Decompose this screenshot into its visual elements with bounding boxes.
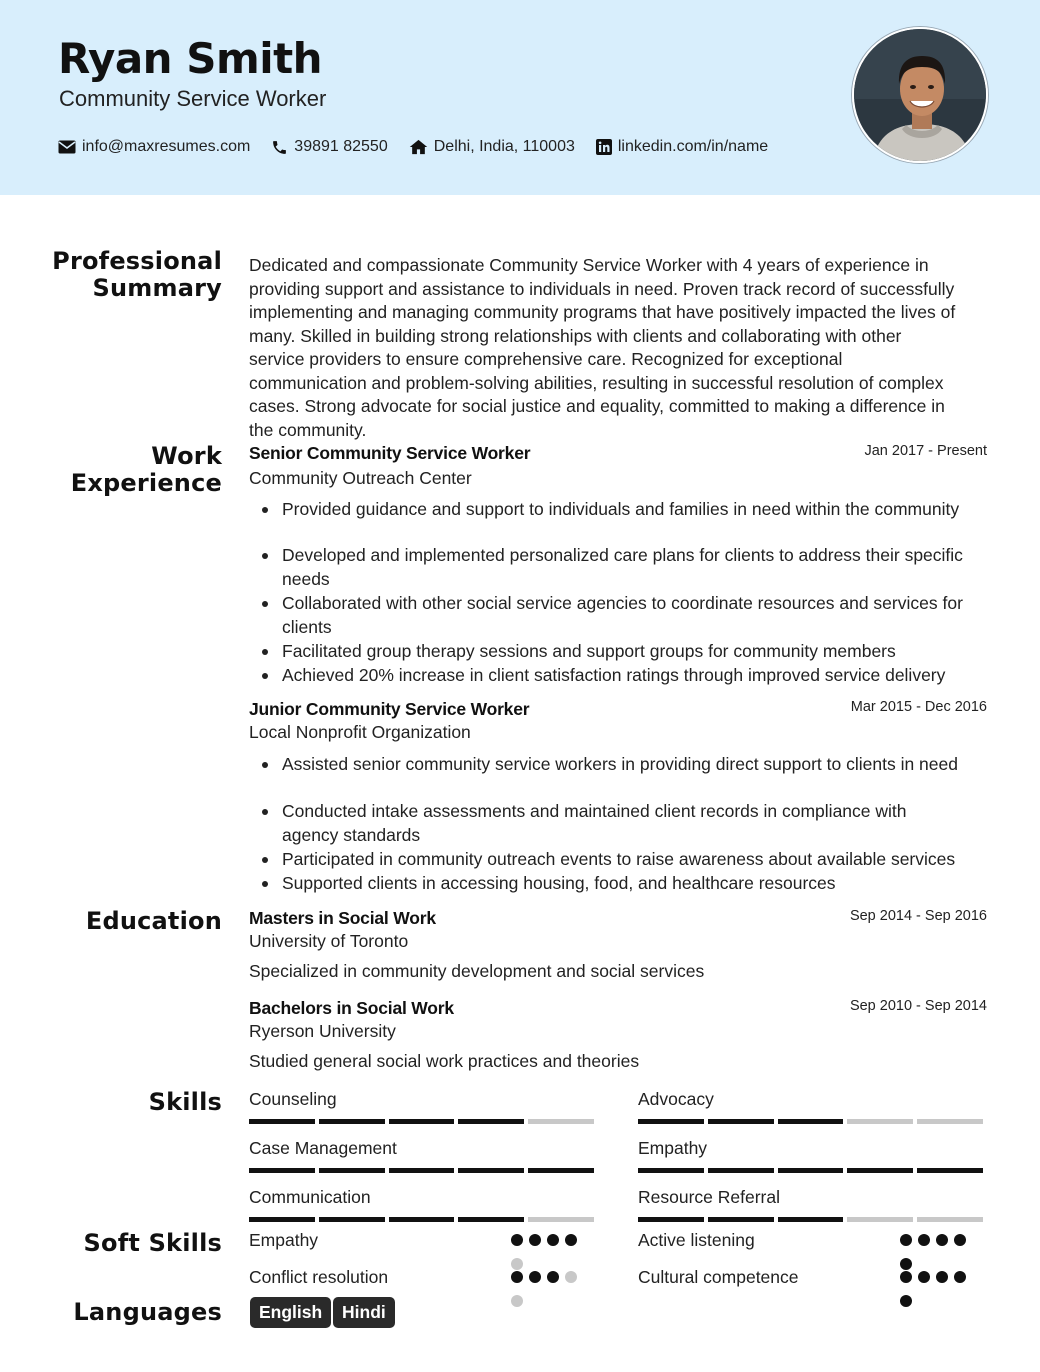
skill-level-segment xyxy=(778,1168,844,1173)
location-text: Delhi, India, 110003 xyxy=(433,138,575,155)
soft-skill-label: Conflict resolution xyxy=(249,1267,389,1287)
list-item-text: needs xyxy=(282,569,330,589)
skill-item xyxy=(249,1138,598,1173)
section-title-languages: Languages xyxy=(73,1298,222,1326)
skill-level-segment xyxy=(638,1119,704,1124)
skill-level-bar xyxy=(249,1119,598,1124)
rating-dot xyxy=(565,1234,577,1246)
skill-level-segment xyxy=(528,1168,594,1173)
skill-level-segment xyxy=(389,1217,455,1222)
rating-dot xyxy=(900,1258,912,1270)
rating-dot xyxy=(511,1234,523,1246)
profile-photo xyxy=(852,27,988,163)
skill-level-segment xyxy=(917,1168,983,1173)
language-badge: Hindi xyxy=(333,1297,395,1328)
skill-level-bar xyxy=(638,1119,987,1124)
summary-line: cases. Strong advocate for social justice and equality, committed to making a difference in xyxy=(249,396,945,416)
rating-dot xyxy=(547,1271,559,1283)
rating-dot xyxy=(529,1234,541,1246)
skill-level-segment xyxy=(319,1217,385,1222)
rating-dot xyxy=(900,1271,912,1283)
skill-level-bar xyxy=(638,1217,987,1222)
home-icon xyxy=(409,139,428,155)
skill-level-segment xyxy=(708,1119,774,1124)
job-date: Jan 2017 - Present xyxy=(864,443,987,459)
job-organization: Community Outreach Center xyxy=(249,468,472,488)
skill-level-segment xyxy=(319,1168,385,1173)
job-bullets xyxy=(249,799,991,895)
rating-dot xyxy=(511,1258,523,1270)
list-item xyxy=(249,543,991,591)
contact-phone[interactable] xyxy=(271,138,387,156)
list-item-text: Conducted intake assessments and maintained client records in compliance with xyxy=(282,801,907,821)
skill-level-segment xyxy=(778,1217,844,1222)
skill-label: Counseling xyxy=(249,1089,337,1109)
summary-line: communication and problem-solving abilities, resulting in successful resolution of complex xyxy=(249,372,944,393)
skill-level-segment xyxy=(638,1217,704,1222)
rating-dot xyxy=(918,1271,930,1283)
skill-item xyxy=(638,1138,987,1173)
skill-label: Empathy xyxy=(638,1138,708,1158)
skill-level-segment xyxy=(319,1119,385,1124)
rating-dot xyxy=(936,1271,948,1283)
list-item xyxy=(249,799,991,847)
list-item: Provided guidance and support to individuals and families in need within the community xyxy=(249,497,991,521)
soft-skill-label: Empathy xyxy=(249,1230,319,1250)
phone-icon xyxy=(271,139,288,156)
contact-bar xyxy=(58,138,789,156)
job-title: Junior Community Service Worker xyxy=(249,699,530,719)
summary-title-line-2: Summary xyxy=(92,274,222,302)
education-date: Sep 2014 - Sep 2016 xyxy=(849,908,987,924)
skill-level-segment xyxy=(249,1217,315,1222)
list-item: Achieved 20% increase in client satisfaction ratings through improved service delivery xyxy=(249,663,991,687)
skill-level-segment xyxy=(638,1168,704,1173)
section-title-soft-skills: Soft Skills xyxy=(83,1229,222,1257)
rating-dot xyxy=(936,1234,948,1246)
skill-level-segment xyxy=(389,1119,455,1124)
envelope-icon xyxy=(58,140,76,154)
job-organization: Local Nonprofit Organization xyxy=(249,722,471,742)
skill-level-bar xyxy=(638,1168,987,1173)
rating-dot xyxy=(918,1234,930,1246)
job-date: Mar 2015 - Dec 2016 xyxy=(850,699,987,715)
skill-item xyxy=(249,1089,598,1124)
skill-level-segment xyxy=(389,1168,455,1173)
rating-dot xyxy=(900,1295,912,1307)
skill-level-segment xyxy=(249,1119,315,1124)
rating-dot xyxy=(511,1295,523,1307)
skill-item xyxy=(249,1187,598,1222)
education-degree: Masters in Social Work xyxy=(249,908,436,928)
list-item-text: clients xyxy=(282,617,332,637)
skill-label: Communication xyxy=(249,1187,371,1207)
skill-level-segment xyxy=(458,1119,524,1124)
section-title-education: Education xyxy=(85,907,222,935)
list-item: Facilitated group therapy sessions and support groups for community members xyxy=(249,639,991,663)
skill-level-segment xyxy=(458,1168,524,1173)
list-item xyxy=(249,591,991,639)
skill-level-segment xyxy=(917,1217,983,1222)
soft-skill-label: Cultural competence xyxy=(638,1267,799,1287)
contact-email[interactable] xyxy=(58,138,250,156)
contact-location xyxy=(409,138,575,156)
job-bullets xyxy=(249,543,991,687)
work-title-line-2: Experience xyxy=(70,469,222,497)
candidate-name: Ryan Smith xyxy=(58,34,323,83)
summary-line: implementing and managing community programs that have positively impacted the lives of xyxy=(249,302,956,322)
avatar xyxy=(854,29,988,163)
rating-dot xyxy=(511,1271,523,1283)
education-school: Ryerson University xyxy=(249,1021,396,1041)
job-title: Senior Community Service Worker xyxy=(249,443,531,463)
rating-dot xyxy=(954,1271,966,1283)
summary-text xyxy=(249,254,991,442)
summary-line: the community. xyxy=(249,419,367,440)
list-item-text: Collaborated with other social service agencies to coordinate resources and services for xyxy=(282,593,963,613)
skill-level-segment xyxy=(708,1168,774,1173)
skill-level-segment xyxy=(778,1119,844,1124)
skill-level-segment xyxy=(847,1168,913,1173)
skill-label: Case Management xyxy=(249,1138,397,1158)
skill-level-segment xyxy=(917,1119,983,1124)
summary-line: providing support and assistance to individuals in need. Proven track record of successfully xyxy=(249,278,955,299)
list-item-text: Developed and implemented personalized care plans for clients to address their specific xyxy=(282,545,963,565)
job-bullets xyxy=(249,497,991,521)
rating-dot xyxy=(565,1271,577,1283)
list-item: Supported clients in accessing housing, food, and healthcare resources xyxy=(249,871,991,895)
summary-line: service providers to ensure comprehensive care. Recognized for exceptional xyxy=(249,349,843,369)
rating-dot xyxy=(547,1234,559,1246)
summary-line: many. Skilled in building strong relationships with clients and collaborating with other xyxy=(249,325,902,346)
rating-dot xyxy=(529,1271,541,1283)
skill-item xyxy=(638,1187,987,1222)
education-description: Specialized in community development and social services xyxy=(249,961,705,981)
section-title-skills: Skills xyxy=(148,1088,222,1116)
linkedin-icon xyxy=(596,139,612,155)
linkedin-text: linkedin.com/in/name xyxy=(617,138,769,155)
skill-level-bar xyxy=(249,1168,598,1173)
skill-level-segment xyxy=(249,1168,315,1173)
skill-level-segment xyxy=(708,1217,774,1222)
email-text: info@maxresumes.com xyxy=(82,138,251,155)
contact-linkedin[interactable] xyxy=(596,138,768,156)
section-title-summary xyxy=(52,248,222,302)
rating-dot xyxy=(954,1234,966,1246)
skill-level-segment xyxy=(458,1217,524,1222)
section-title-work xyxy=(71,443,222,497)
skill-level-bar xyxy=(249,1217,598,1222)
skill-level-segment xyxy=(528,1217,594,1222)
skill-item xyxy=(638,1089,987,1124)
work-title-line-1: Work xyxy=(151,442,222,470)
resume-header xyxy=(0,0,1040,195)
education-description: Studied general social work practices and theories xyxy=(249,1051,640,1071)
summary-title-line-1: Professional xyxy=(52,247,222,275)
list-item: Participated in community outreach events to raise awareness about available services xyxy=(249,847,991,871)
list-item-text: agency standards xyxy=(282,825,421,845)
skill-level-segment xyxy=(847,1119,913,1124)
job-bullets xyxy=(249,752,991,776)
skill-label: Resource Referral xyxy=(638,1187,780,1207)
education-degree: Bachelors in Social Work xyxy=(249,998,454,1018)
phone-text: 39891 82550 xyxy=(294,138,388,155)
summary-line: Dedicated and compassionate Community Service Worker with 4 years of experience in xyxy=(249,255,929,275)
skill-level-segment xyxy=(847,1217,913,1222)
education-school: University of Toronto xyxy=(249,931,409,951)
skill-level-segment xyxy=(528,1119,594,1124)
soft-skill-label: Active listening xyxy=(638,1230,755,1250)
education-date: Sep 2010 - Sep 2014 xyxy=(849,998,987,1014)
rating-dot xyxy=(900,1234,912,1246)
language-badge: English xyxy=(250,1297,331,1328)
list-item: Assisted senior community service workers in providing direct support to clients in need xyxy=(249,752,991,776)
skill-label: Advocacy xyxy=(638,1089,714,1109)
candidate-role: Community Service Worker xyxy=(59,86,327,111)
